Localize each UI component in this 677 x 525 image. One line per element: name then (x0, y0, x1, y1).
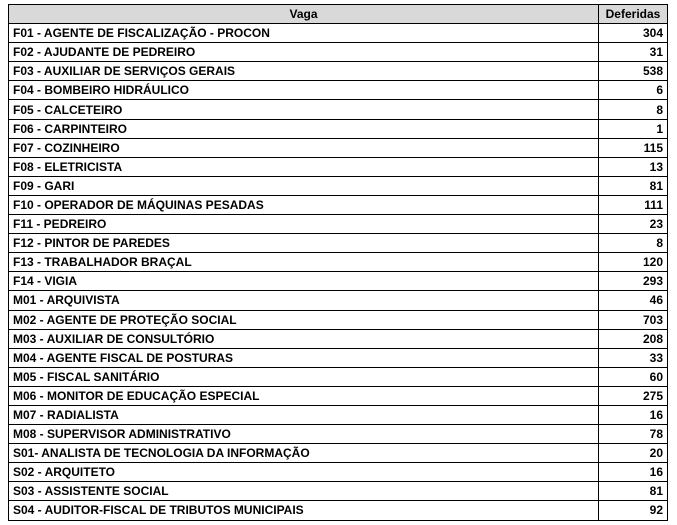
cell-vaga: M05 - FISCAL SANITÁRIO (9, 367, 599, 386)
cell-vaga: F13 - TRABALHADOR BRAÇAL (9, 253, 599, 272)
cell-vaga: M02 - AGENTE DE PROTEÇÃO SOCIAL (9, 310, 599, 329)
cell-deferidas: 33 (599, 348, 668, 367)
cell-deferidas: 20 (599, 444, 668, 463)
cell-vaga: M01 - ARQUIVISTA (9, 291, 599, 310)
cell-vaga: M07 - RADIALISTA (9, 405, 599, 424)
deferidas-table-container (8, 4, 667, 521)
cell-deferidas: 81 (599, 176, 668, 195)
table-row (9, 310, 668, 329)
table-row (9, 425, 668, 444)
cell-vaga: M03 - AUXILIAR DE CONSULTÓRIO (9, 329, 599, 348)
table-row (9, 100, 668, 119)
table-body (9, 24, 668, 520)
cell-vaga: F09 - GARI (9, 176, 599, 195)
cell-deferidas: 275 (599, 386, 668, 405)
cell-vaga: F10 - OPERADOR DE MÁQUINAS PESADAS (9, 195, 599, 214)
cell-vaga: M04 - AGENTE FISCAL DE POSTURAS (9, 348, 599, 367)
table-row (9, 501, 668, 520)
table-row (9, 386, 668, 405)
cell-deferidas: 304 (599, 24, 668, 43)
cell-vaga: F01 - AGENTE DE FISCALIZAÇÃO - PROCON (9, 24, 599, 43)
cell-deferidas: 120 (599, 253, 668, 272)
table-row (9, 138, 668, 157)
table-row (9, 405, 668, 424)
cell-vaga: F05 - CALCETEIRO (9, 100, 599, 119)
cell-vaga: F06 - CARPINTEIRO (9, 119, 599, 138)
cell-vaga: S04 - AUDITOR-FISCAL DE TRIBUTOS MUNICIPAIS (9, 501, 599, 520)
cell-deferidas: 46 (599, 291, 668, 310)
header-deferidas: Deferidas (599, 5, 668, 24)
cell-vaga: F12 - PINTOR DE PAREDES (9, 234, 599, 253)
table-row (9, 81, 668, 100)
table-row (9, 62, 668, 81)
cell-deferidas: 1 (599, 119, 668, 138)
cell-deferidas: 16 (599, 463, 668, 482)
table-row (9, 272, 668, 291)
cell-vaga: S03 - ASSISTENTE SOCIAL (9, 482, 599, 501)
table-row (9, 463, 668, 482)
table-row (9, 176, 668, 195)
cell-deferidas: 78 (599, 425, 668, 444)
table-row (9, 234, 668, 253)
table-row (9, 444, 668, 463)
table-row (9, 157, 668, 176)
header-vaga: Vaga (9, 5, 599, 24)
header-row (9, 5, 668, 24)
cell-deferidas: 13 (599, 157, 668, 176)
table-row (9, 348, 668, 367)
cell-vaga: F11 - PEDREIRO (9, 215, 599, 234)
cell-deferidas: 115 (599, 138, 668, 157)
cell-deferidas: 23 (599, 215, 668, 234)
table-row (9, 329, 668, 348)
cell-deferidas: 81 (599, 482, 668, 501)
cell-vaga: F08 - ELETRICISTA (9, 157, 599, 176)
cell-deferidas: 703 (599, 310, 668, 329)
cell-deferidas: 538 (599, 62, 668, 81)
table-row (9, 367, 668, 386)
cell-vaga: F07 - COZINHEIRO (9, 138, 599, 157)
cell-vaga: S01- ANALISTA DE TECNOLOGIA DA INFORMAÇÃO (9, 444, 599, 463)
cell-deferidas: 92 (599, 501, 668, 520)
cell-deferidas: 8 (599, 100, 668, 119)
cell-deferidas: 293 (599, 272, 668, 291)
cell-deferidas: 8 (599, 234, 668, 253)
cell-vaga: F04 - BOMBEIRO HIDRÁULICO (9, 81, 599, 100)
cell-deferidas: 16 (599, 405, 668, 424)
cell-vaga: F14 - VIGIA (9, 272, 599, 291)
table-row (9, 24, 668, 43)
cell-vaga: F03 - AUXILIAR DE SERVIÇOS GERAIS (9, 62, 599, 81)
cell-vaga: M08 - SUPERVISOR ADMINISTRATIVO (9, 425, 599, 444)
table-row (9, 291, 668, 310)
cell-deferidas: 111 (599, 195, 668, 214)
table-row (9, 195, 668, 214)
table-row (9, 482, 668, 501)
cell-vaga: S02 - ARQUITETO (9, 463, 599, 482)
cell-vaga: M06 - MONITOR DE EDUCAÇÃO ESPECIAL (9, 386, 599, 405)
table-row (9, 43, 668, 62)
deferidas-table (8, 4, 668, 521)
table-row (9, 253, 668, 272)
cell-deferidas: 31 (599, 43, 668, 62)
cell-vaga: F02 - AJUDANTE DE PEDREIRO (9, 43, 599, 62)
cell-deferidas: 6 (599, 81, 668, 100)
table-row (9, 119, 668, 138)
cell-deferidas: 60 (599, 367, 668, 386)
table-row (9, 215, 668, 234)
cell-deferidas: 208 (599, 329, 668, 348)
